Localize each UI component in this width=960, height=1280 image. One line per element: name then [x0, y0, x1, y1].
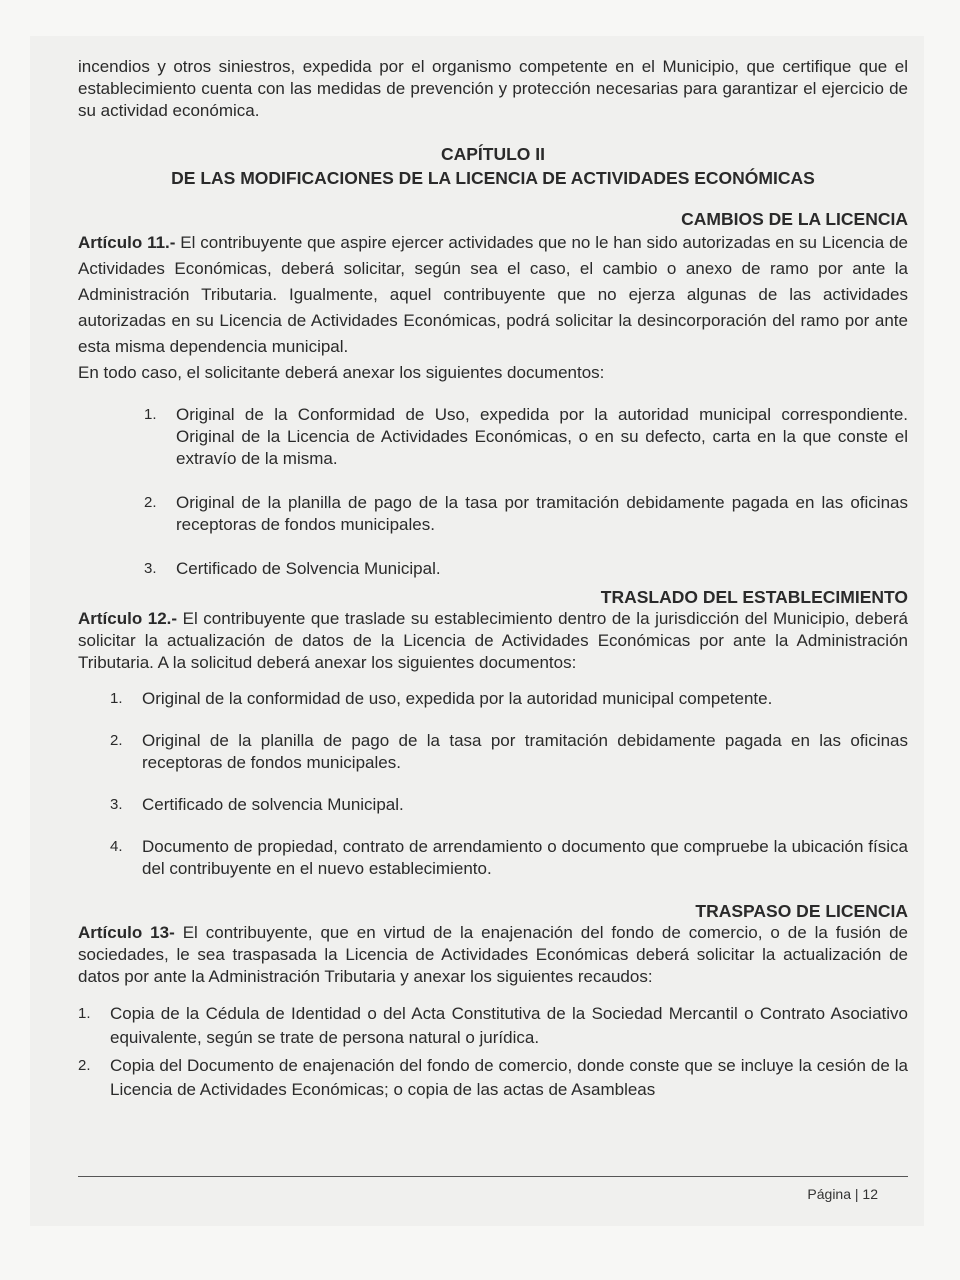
list-item-number: 1. [78, 1005, 91, 1022]
list-item-text: Documento de propiedad, contrato de arrendamiento o documento que compruebe la ubicación física del contribuyente en el nuevo establecimiento. [142, 837, 908, 878]
list-item [78, 558, 908, 580]
list-item-number: 2. [78, 1057, 91, 1074]
list-item-text: Copia de la Cédula de Identidad o del Acta Constitutiva de la Sociedad Mercantil o Contrato Asociativo equivalente, según se trate de persona natural o jurídica. [110, 1004, 908, 1047]
article-11-body [78, 230, 908, 360]
article-12-body [78, 608, 908, 674]
document-page [30, 36, 924, 1226]
list-item-text: Original de la conformidad de uso, expedida por la autoridad municipal competente. [142, 689, 773, 708]
list-item-number: 3. [144, 560, 157, 577]
list-item-text: Original de la planilla de pago de la tasa por tramitación debidamente pagada en las oficinas receptoras de fondos municipales. [176, 493, 908, 534]
article-12-heading: TRASLADO DEL ESTABLECIMIENTO [600, 587, 908, 607]
list-item [78, 688, 908, 710]
list-item-number: 1. [110, 690, 123, 707]
article-11 [78, 208, 908, 580]
list-item [78, 836, 908, 880]
list-item-number: 2. [110, 732, 123, 749]
page-content [78, 56, 908, 1106]
list-item [78, 730, 908, 774]
list-item-number: 2. [144, 494, 157, 511]
list-item [78, 492, 908, 536]
footer-divider [78, 1176, 908, 1177]
article-11-text: El contribuyente que aspire ejercer actividades que no le han sido autorizadas en su Licencia de Actividades Económicas, deberá solicitar, según sea el caso, el cambio o anexo de ramo por ante la Administración Tributaria. Igualmente, aquel contribuyente que no ejerza algunas de las actividades autorizadas en su Licencia de Actividades Económicas, podrá solicitar la desincorporación del ramo por ante esta misma dependencia municipal. [78, 233, 908, 356]
list-item-text: Original de la Conformidad de Uso, expedida por la autoridad municipal correspondiente. Original de la Licencia de Actividades Económicas, o en su defecto, carta en la que conste el extravío de la misma. [176, 405, 908, 468]
list-item-number: 1. [144, 406, 157, 423]
list-item-text: Original de la planilla de pago de la tasa por tramitación debidamente pagada en las oficinas receptoras de fondos municipales. [142, 731, 908, 772]
list-item [78, 794, 908, 816]
article-12-label: Artículo 12.- [78, 609, 178, 628]
article-11-text2: En todo caso, el solicitante deberá anexar los siguientes documentos: [78, 363, 605, 382]
article-13-list [78, 1002, 908, 1102]
chapter-header [78, 142, 908, 190]
list-item-text: Certificado de Solvencia Municipal. [176, 559, 441, 578]
article-13-body [78, 922, 908, 988]
intro-paragraph: incendios y otros siniestros, expedida por el organismo competente en el Municipio, que certifique que el establecimiento cuenta con las medidas de prevención y protección necesarias para garantizar el ejercicio de su actividad económica. [78, 57, 908, 120]
article-11-list [78, 404, 908, 580]
list-item-number: 4. [110, 838, 123, 855]
article-12 [78, 586, 908, 880]
article-12-list [78, 688, 908, 880]
list-item-number: 3. [110, 796, 123, 813]
article-13-heading: TRASPASO DE LICENCIA [695, 901, 908, 921]
chapter-title: DE LAS MODIFICACIONES DE LA LICENCIA DE ACTIVIDADES ECONÓMICAS [171, 168, 815, 188]
article-12-text: El contribuyente que traslade su establecimiento dentro de la jurisdicción del Municipio, deberá solicitar la actualización de datos de la Licencia de Actividades Económicas por ante la Administración Tributaria. A la solicitud deberá anexar los siguientes documentos: [78, 609, 908, 672]
list-item [78, 1054, 908, 1102]
chapter-number: CAPÍTULO II [440, 144, 546, 164]
article-13-text: El contribuyente, que en virtud de la enajenación del fondo de comercio, o de la fusión de sociedades, le sea traspasada la Licencia de Actividades Económicas deberá solicitar la actualización de datos por ante la Administración Tributaria y anexar los siguientes recaudos: [78, 923, 908, 986]
list-item-text: Copia del Documento de enajenación del fondo de comercio, donde conste que se incluye la cesión de la Licencia de Actividades Económicas; o copia de las actas de Asambleas [110, 1056, 908, 1099]
list-item-text: Certificado de solvencia Municipal. [142, 795, 404, 814]
article-11-label: Artículo 11.- [78, 233, 176, 252]
article-13-label: Artículo 13- [78, 923, 175, 942]
article-13 [78, 900, 908, 1102]
page-number: Página | 12 [807, 1186, 878, 1202]
list-item [78, 404, 908, 470]
article-11-heading: CAMBIOS DE LA LICENCIA [681, 209, 908, 229]
list-item [78, 1002, 908, 1050]
